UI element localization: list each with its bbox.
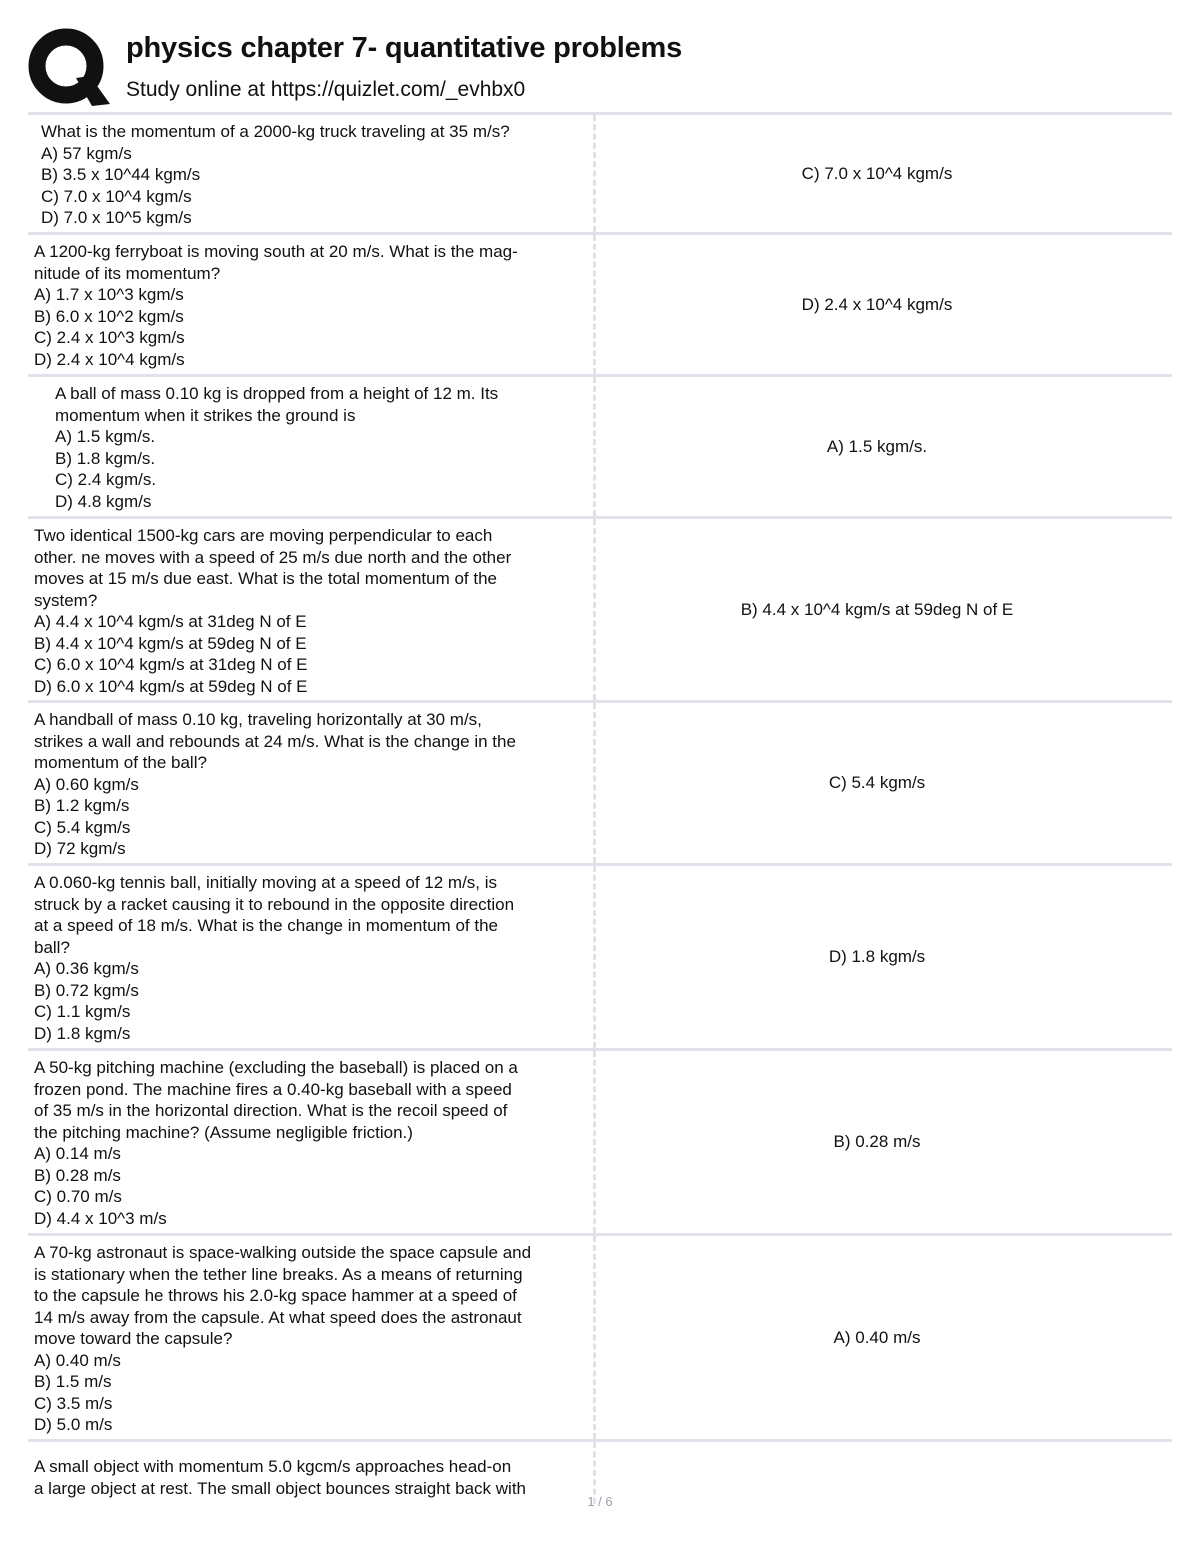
question-cell: A 70-kg astronaut is space-walking outside the space capsule and is stationary when the tether line breaks. As a means of returning to the capsule he throws his 2.0-kg space hammer at a speed of 14 m/s away from the capsule. At what speed does the astronaut move toward the capsule? A) 0.40 m/s B) 1.5 m/s C) 3.5 m/s D) 5.0 m/s xyxy=(28,1236,596,1439)
answer-cell: C) 5.4 kgm/s xyxy=(828,773,926,792)
flashcard-row xyxy=(28,232,1172,374)
question-cell: Two identical 1500-kg cars are moving perpendicular to each other. ne moves with a speed of 25 m/s due north and the other moves at 15 m/s due east. What is the total momentum of the system? A) 4.4 x 10^4 kgm/s at 31deg N of E B) 4.4 x 10^4 kgm/s at 59deg N of E C) 6.0 x 10^4 kgm/s at 31deg N of E D) 6.0 x 10^4 kgm/s at 59deg N of E xyxy=(28,519,596,700)
question-cell: A 1200-kg ferryboat is moving south at 20 m/s. What is the mag- nitude of its momentum? A) 1.7 x 10^3 kgm/s B) 6.0 x 10^2 kgm/s C) 2.4 x 10^3 kgm/s D) 2.4 x 10^4 kgm/s xyxy=(28,235,596,374)
question-cell: What is the momentum of a 2000-kg truck traveling at 35 m/s? A) 57 kgm/s B) 3.5 x 10^44 kgm/s C) 7.0 x 10^4 kgm/s D) 7.0 x 10^5 kgm/s xyxy=(28,115,596,232)
question-cell: A ball of mass 0.10 kg is dropped from a height of 12 m. Its momentum when it strikes the ground is A) 1.5 kgm/s. B) 1.8 kgm/s. C) 2.4 kgm/s. D) 4.8 kgm/s xyxy=(28,377,596,516)
flashcard-row xyxy=(28,112,1172,232)
answer-cell: B) 0.28 m/s xyxy=(833,1132,921,1151)
page-title: physics chapter 7- quantitative problems xyxy=(126,32,683,64)
question-cell: A 50-kg pitching machine (excluding the baseball) is placed on a frozen pond. The machine fires a 0.40-kg baseball with a speed of 35 m/s in the horizontal direction. What is the recoil speed of the pitching machine? (Assume negligible friction.) A) 0.14 m/s B) 0.28 m/s C) 0.70 m/s D) 4.4 x 10^3 m/s xyxy=(28,1051,596,1233)
quizlet-q-logo-icon xyxy=(28,28,112,108)
flashcard-row xyxy=(28,374,1172,516)
answer-cell: A) 0.40 m/s xyxy=(833,1327,921,1347)
answer-cell: B) 4.4 x 10^4 kgm/s at 59deg N of E xyxy=(740,599,1014,619)
page-number: 1 / 6 xyxy=(587,1494,613,1509)
flashcard-row xyxy=(28,516,1172,700)
flashcard-table xyxy=(28,112,1172,1504)
flashcard-row xyxy=(28,863,1172,1048)
flashcard-row xyxy=(28,1233,1172,1439)
question-cell: A handball of mass 0.10 kg, traveling horizontally at 30 m/s, strikes a wall and rebounds at 24 m/s. What is the change in the momentum of the ball? A) 0.60 kgm/s B) 1.2 kgm/s C) 5.4 kgm/s D) 72 kgm/s xyxy=(28,703,596,863)
study-link-text: Study online at https://quizlet.com/_evhbx0 xyxy=(126,78,526,101)
flashcard-row xyxy=(28,700,1172,863)
question-cell: A 0.060-kg tennis ball, initially moving at a speed of 12 m/s, is struck by a racket causing it to rebound in the opposite direction at a speed of 18 m/s. What is the change in momentum of the ball? A) 0.36 kgm/s B) 0.72 kgm/s C) 1.1 kgm/s D) 1.8 kgm/s xyxy=(28,866,596,1048)
answer-cell: A) 1.5 kgm/s. xyxy=(826,436,928,456)
question-cell: A small object with momentum 5.0 kgcm/s approaches head-on a large object at rest. The small object bounces straight back with xyxy=(28,1442,596,1504)
flashcard-row xyxy=(28,1048,1172,1233)
header xyxy=(28,28,1178,112)
answer-cell: D) 2.4 x 10^4 kgm/s xyxy=(801,294,953,314)
answer-cell: D) 1.8 kgm/s xyxy=(828,947,926,966)
answer-cell: C) 7.0 x 10^4 kgm/s xyxy=(801,163,953,183)
